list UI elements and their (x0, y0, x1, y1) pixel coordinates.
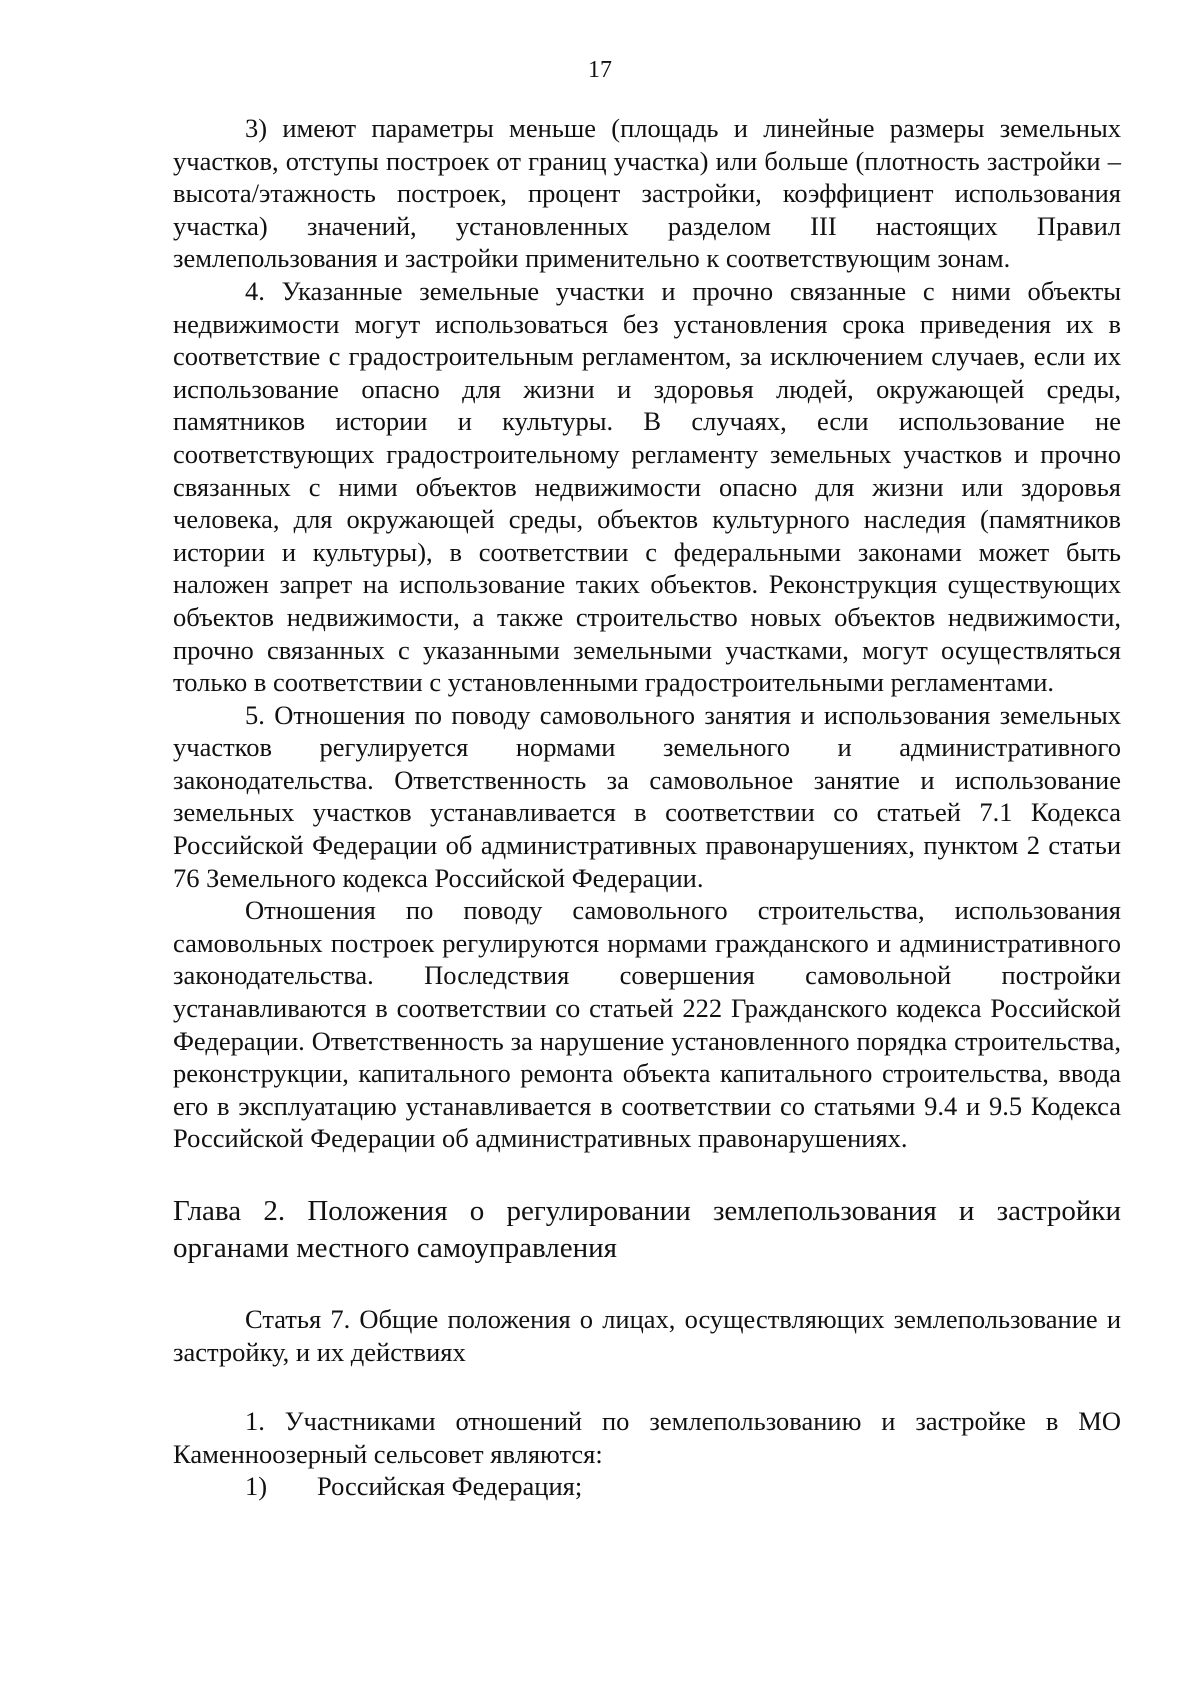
chapter-heading: Глава 2. Положения о регулировании землепользования и застройки органами местного самоуправления (173, 1195, 1121, 1264)
paragraph-5: 5. Отношения по поводу самовольного занятия и использования земельных участков регулируется нормами земельного и административного законодательства. Ответственность за самовольное занятие и использование земельных участков устанавливается в соответствии со статьей 7.1 Кодекса Российской Федерации об административных правонарушениях, пунктом 2 статьи 76 Земельного кодекса Российской Федерации. (173, 699, 1121, 893)
paragraph-item-3: 3) имеют параметры меньше (площадь и линейные размеры земельных участков, отступы построек от границ участка) или больше (плотность застройки – высота/этажность построек, процент застройки, коэффициент использования участка) значений, установленных разделом III настоящих Правил землепользования и застройки применительно к соответствующим зонам. (173, 113, 1121, 274)
paragraph-unauthorized-construction: Отношения по поводу самовольного строительства, использования самовольных построек регулируются нормами гражданского и административного законодательства. Последствия совершения самовольной постройки устанавливаются в соответствии со статьей 222 Гражданского кодекса Российской Федерации. Ответственность за нарушение установленного порядка строительства, реконструкции, капитального ремонта объекта капитального строительства, ввода его в эксплуатацию устанавливается в соответствии со статьями 9.4 и 9.5 Кодекса Российской Федерации об административных правонарушениях. (173, 895, 1121, 1154)
document-body (173, 112, 1121, 1503)
list-item-text: Российская Федерация; (317, 1471, 583, 1502)
page-number: 17 (588, 57, 612, 83)
article-paragraph-1: 1. Участниками отношений по землепользованию и застройке в МО Каменноозерный сельсовет являются: (173, 1406, 1121, 1469)
list-item-number: 1) (245, 1471, 268, 1502)
list-item (173, 1470, 1121, 1503)
paragraph-4: 4. Указанные земельные участки и прочно связанные с ними объекты недвижимости могут использоваться без установления срока приведения их в соответствие с градостроительным регламентом, за исключением случаев, если их использование опасно для жизни и здоровья людей, окружающей среды, памятников истории и культуры. В случаях, если использование не соответствующих градостроительному регламенту земельных участков и прочно связанных с ними объектов недвижимости опасно для жизни или здоровья человека, для окружающей среды, объектов культурного наследия (памятников истории и культуры), в соответствии с федеральными законами может быть наложен запрет на использование таких объектов. Реконструкция существующих объектов недвижимости, а также строительство новых объектов недвижимости, прочно связанных с указанными земельными участками, могут осуществляться только в соответствии с установленными градостроительными регламентами. (173, 275, 1121, 698)
article-heading: Статья 7. Общие положения о лицах, осуществляющих землепользование и застройку, и их действиях (173, 1304, 1121, 1367)
